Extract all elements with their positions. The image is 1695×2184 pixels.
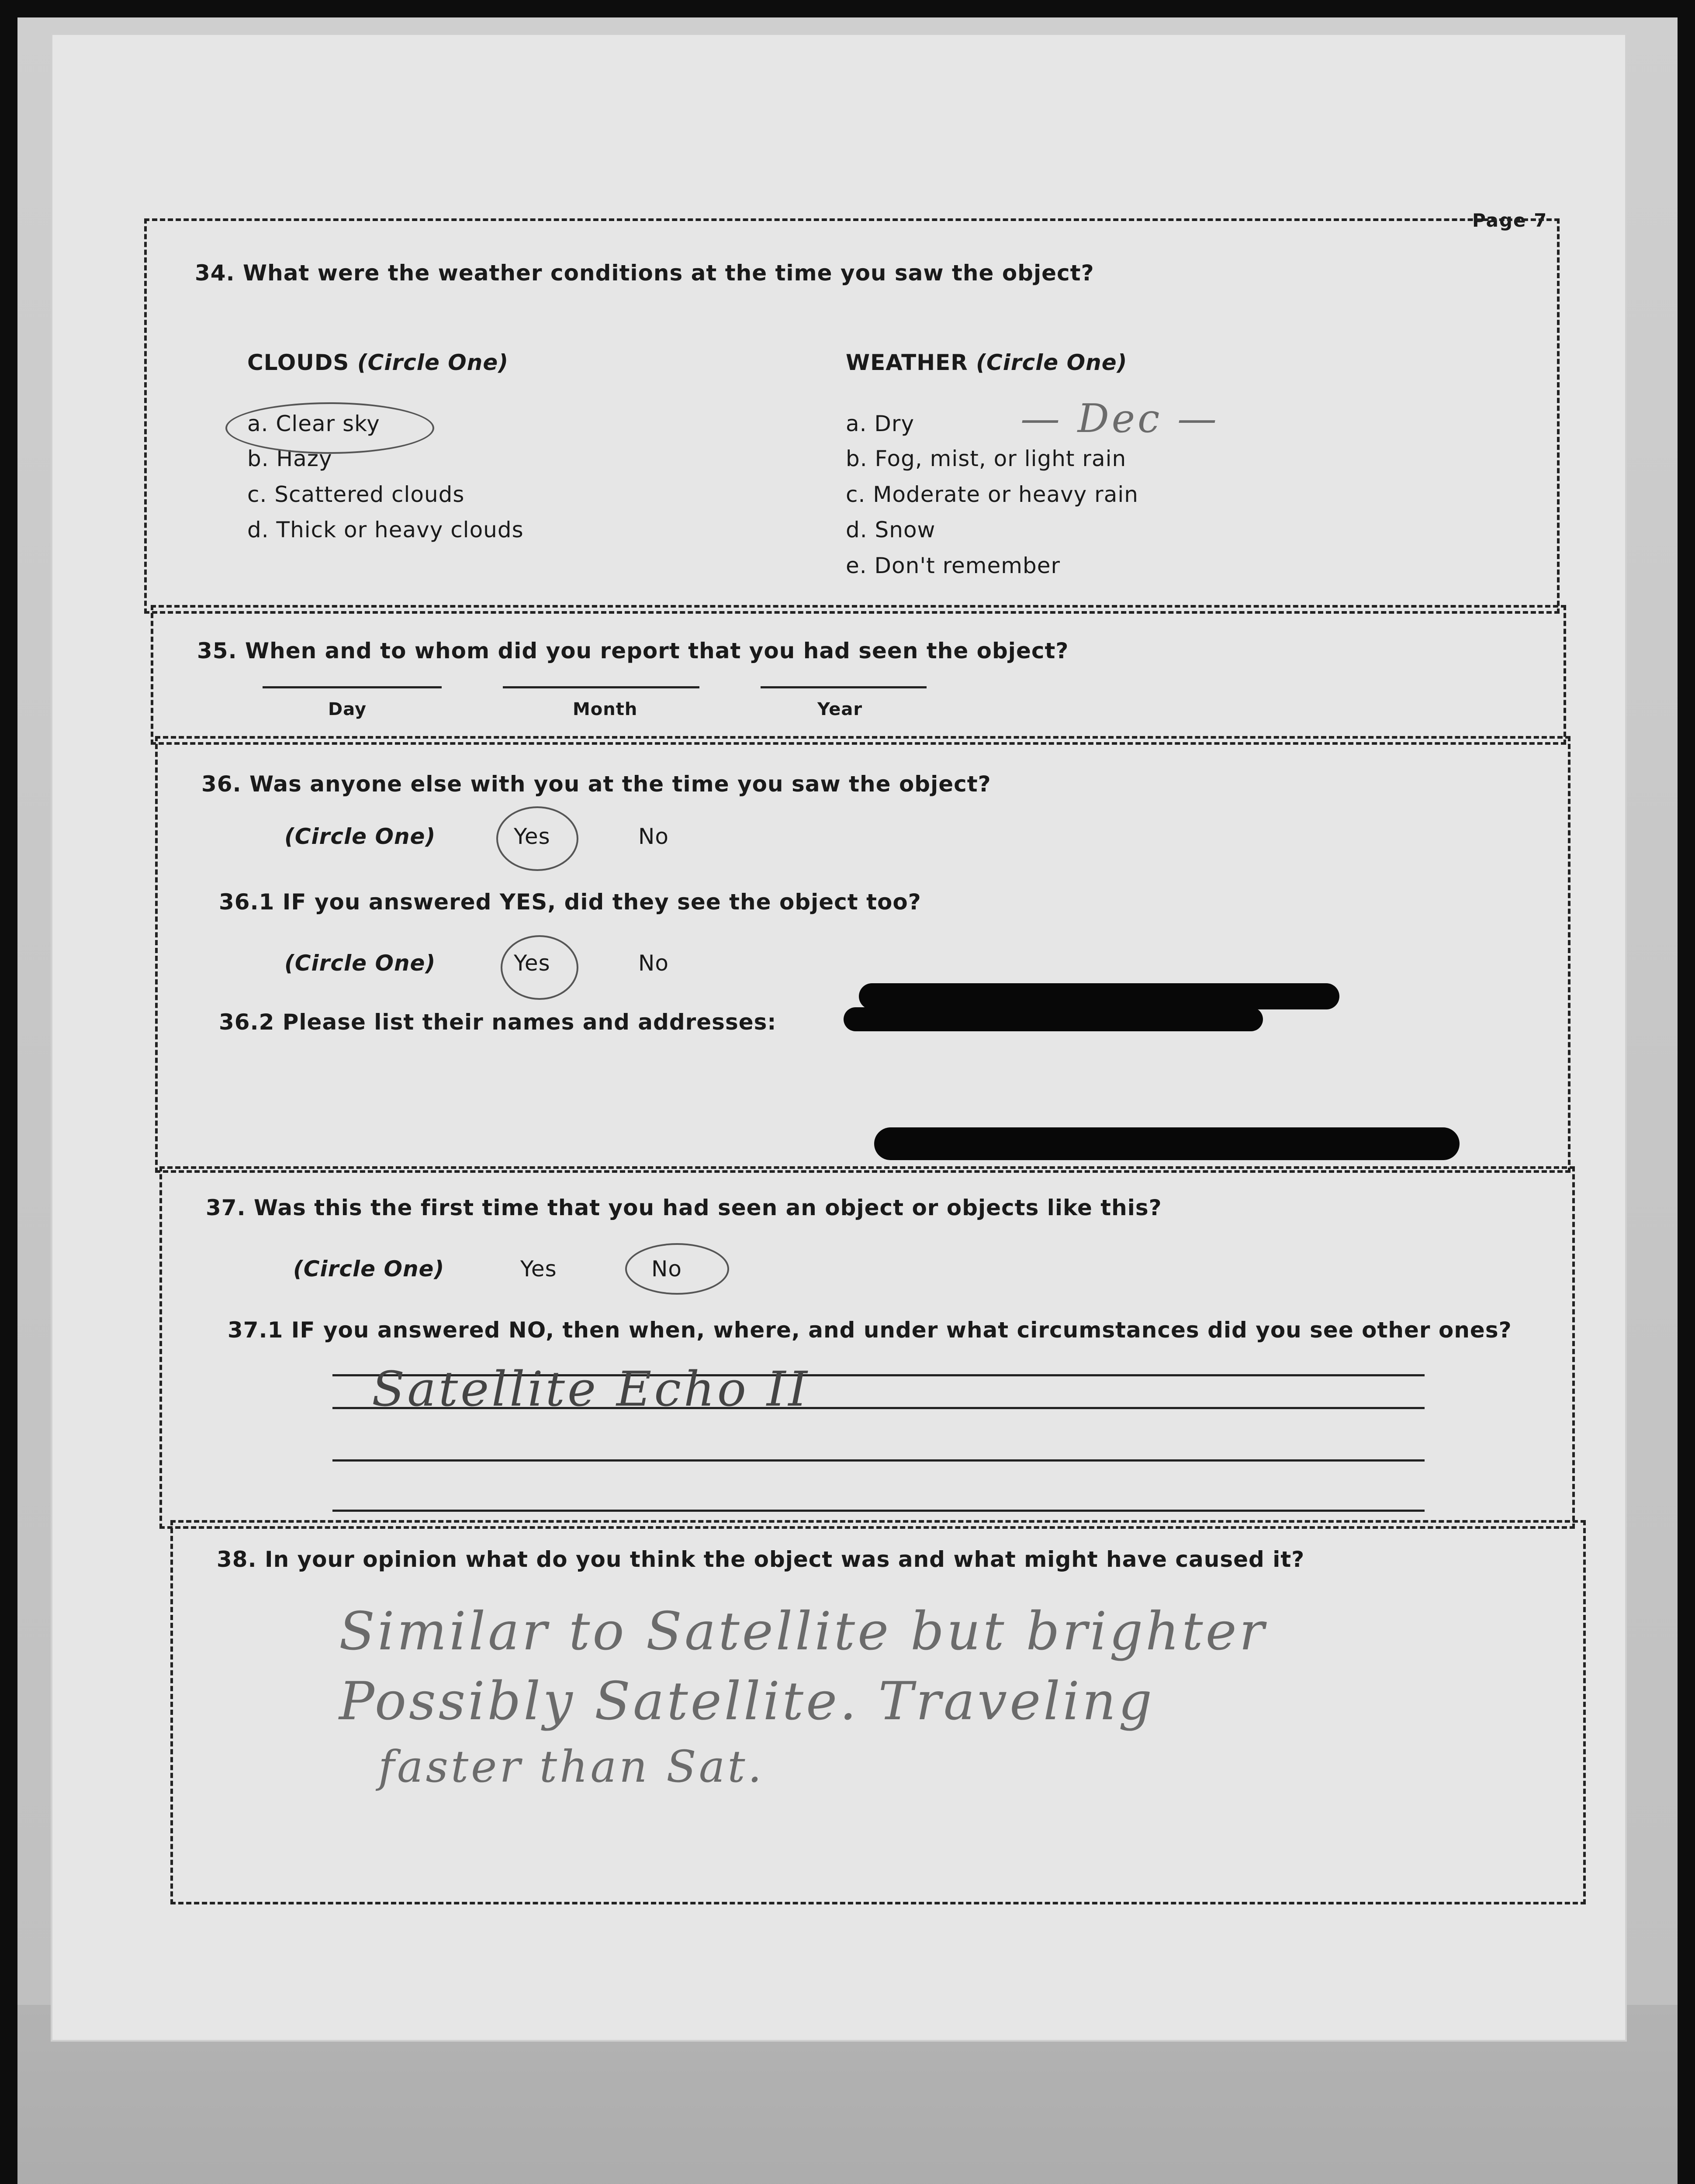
clouds-option-a: a. Clear sky — [247, 411, 380, 436]
answer-line-3 — [332, 1459, 1425, 1462]
q361-circle-one: (Circle One) — [284, 950, 436, 976]
question-37-1: 37.1 IF you answered NO, then when, where, and under what circumstances did you see other ones? — [228, 1317, 1512, 1343]
q37-circle-one: (Circle One) — [293, 1256, 445, 1282]
question-38: 38. In your opinion what do you think the object was and what might have caused it? — [217, 1547, 1305, 1572]
weather-header — [846, 350, 1127, 375]
section-38 — [170, 1520, 1586, 1904]
weather-option-e: e. Don't remember — [846, 553, 1061, 578]
question-35: 35. When and to whom did you report that you had seen the object? — [197, 638, 1069, 663]
weather-option-d: d. Snow — [846, 517, 936, 543]
year-line — [761, 686, 927, 688]
q361-yes: Yes — [514, 950, 550, 976]
page-number: Page 7 — [1472, 210, 1548, 231]
section-37 — [159, 1166, 1575, 1529]
weather-option-c: c. Moderate or heavy rain — [846, 482, 1138, 507]
q36-circle-one: (Circle One) — [284, 824, 436, 849]
section-35 — [151, 605, 1566, 745]
month-label: Month — [573, 699, 638, 719]
circle-mark-q37-no — [625, 1243, 729, 1295]
handwritten-opinion-line-3: faster than Sat. — [378, 1741, 764, 1792]
clouds-option-d: d. Thick or heavy clouds — [247, 517, 524, 543]
q361-no: No — [638, 950, 669, 976]
section-34 — [144, 218, 1560, 614]
circle-mark-q361-yes — [501, 935, 578, 1000]
answer-line-4 — [332, 1510, 1425, 1512]
question-36: 36. Was anyone else with you at the time you saw the object? — [201, 771, 991, 797]
weather-header-label: WEATHER — [846, 350, 968, 375]
clouds-header — [247, 350, 508, 375]
clouds-option-b: b. Hazy — [247, 446, 332, 471]
year-label: Year — [817, 699, 863, 719]
redaction-bar-3 — [874, 1127, 1460, 1160]
question-34: 34. What were the weather conditions at the time you saw the object? — [195, 260, 1094, 286]
weather-option-b: b. Fog, mist, or light rain — [846, 446, 1127, 471]
redaction-bar-1 — [859, 983, 1339, 1009]
form-page — [52, 35, 1625, 2040]
circle-mark-q36-yes — [496, 806, 578, 871]
q37-yes: Yes — [520, 1256, 557, 1282]
q36-yes: Yes — [514, 824, 550, 849]
section-36 — [155, 736, 1570, 1173]
clouds-header-label: CLOUDS — [247, 350, 349, 375]
q37-no: No — [651, 1256, 682, 1282]
q36-no: No — [638, 824, 669, 849]
month-line — [503, 686, 699, 688]
redaction-bar-2 — [844, 1007, 1263, 1031]
question-36-1: 36.1 IF you answered YES, did they see the object too? — [219, 889, 921, 915]
day-line — [263, 686, 442, 688]
clouds-option-c: c. Scattered clouds — [247, 482, 465, 507]
handwritten-opinion-line-2: Possibly Satellite. Traveling — [339, 1671, 1155, 1732]
day-label: Day — [328, 699, 367, 719]
circle-mark-clear-sky — [225, 402, 434, 454]
handwritten-opinion-line-1: Similar to Satellite but brighter — [339, 1601, 1267, 1662]
handwritten-satellite-echo: Satellite Echo II — [372, 1361, 810, 1417]
weather-circle-one: (Circle One) — [976, 350, 1128, 375]
question-36-2: 36.2 Please list their names and addresses: — [219, 1009, 777, 1035]
handwritten-dry-note: — Dec — — [1020, 396, 1220, 442]
clouds-circle-one: (Circle One) — [357, 350, 509, 375]
question-37: 37. Was this the first time that you had seen an object or objects like this? — [206, 1195, 1162, 1220]
weather-option-a: a. Dry — [846, 411, 915, 436]
